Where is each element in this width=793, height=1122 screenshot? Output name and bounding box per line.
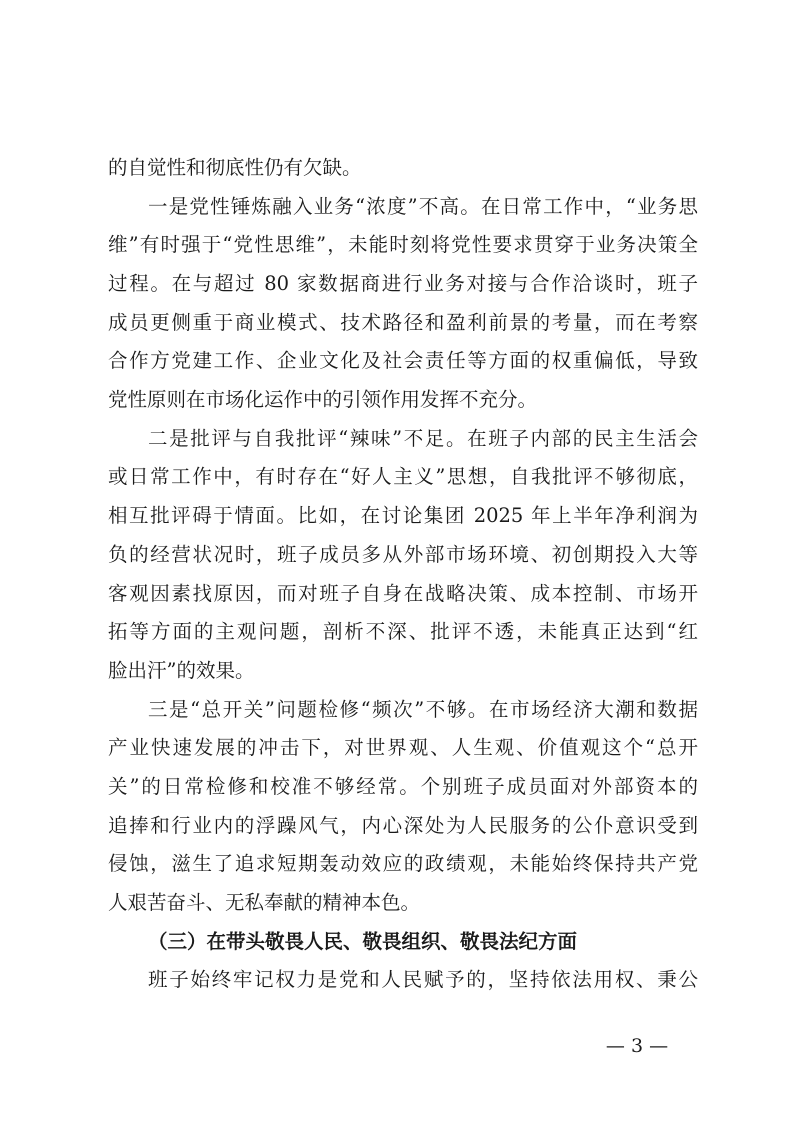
paragraph-line: 一是党性锤炼融入业务“浓度”不高。在日常工作中，“业务思 [148,195,698,218]
paragraph-line: 追捧和行业内的浮躁风气，内心深处为人民服务的公仆意识受到 [108,814,698,837]
paragraph-line: 产业快速发展的冲击下，对世界观、人生观、价值观这个“总开 [108,736,698,759]
paragraph-line: 合作方党建工作、企业文化及社会责任等方面的权重偏低，导致 [108,349,698,372]
paragraph-line: 维”有时强于“党性思维”，未能时刻将党性要求贯穿于业务决策全 [108,233,698,256]
paragraph-line: 负的经营状况时，班子成员多从外部市场环境、初创期投入大等 [108,543,698,566]
page-number: — 3 — [605,1035,669,1057]
paragraph-line: 脸出汗”的效果。 [108,659,255,682]
paragraph-line: 侵蚀，滋生了追求短期轰动效应的政绩观，未能始终保持共产党 [108,852,698,875]
paragraph-line: 关”的日常检修和校准不够经常。个别班子成员面对外部资本的 [108,775,698,798]
paragraph-line: 三是“总开关”问题检修“频次”不够。在市场经济大潮和数据 [148,698,698,721]
paragraph-line: 客观因素找原因，而对班子自身在战略决策、成本控制、市场开 [108,582,698,605]
paragraph-line: 过程。在与超过 80 家数据商进行业务对接与合作洽谈时，班子 [108,272,698,295]
paragraph-line: 二是批评与自我批评“辣味”不足。在班子内部的民主生活会 [148,427,698,450]
paragraph-line: 拓等方面的主观问题，剖析不深、批评不透，未能真正达到“红 [108,620,698,643]
paragraph-line: 人艰苦奋斗、无私奉献的精神本色。 [108,891,421,914]
paragraph-line: 相互批评碍于情面。比如，在讨论集团 2025 年上半年净利润为 [108,504,698,527]
paragraph-line: 成员更侧重于商业模式、技术路径和盈利前景的考量，而在考察 [108,311,698,334]
paragraph-line: 的自觉性和彻底性仍有欠缺。 [108,156,362,179]
paragraph-line: 或日常工作中，有时存在“好人主义”思想，自我批评不够彻底， [108,465,698,488]
paragraph-line: 班子始终牢记权力是党和人民赋予的，坚持依法用权、秉公 [148,968,698,991]
paragraph-line: 党性原则在市场化运作中的引领作用发挥不充分。 [108,388,538,411]
section-heading: （三）在带头敬畏人民、敬畏组织、敬畏法纪方面 [148,930,578,953]
